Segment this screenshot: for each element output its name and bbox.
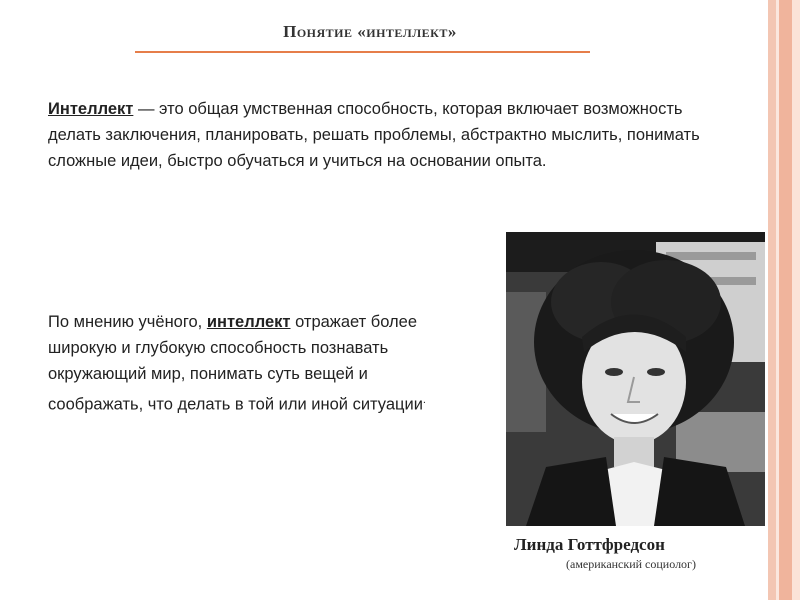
definition-term: Интеллект bbox=[48, 100, 134, 118]
opinion-lead: По мнению учёного, bbox=[48, 313, 207, 331]
decor-stripe bbox=[792, 0, 800, 600]
opinion-term: интеллект bbox=[206, 313, 291, 331]
decor-stripe bbox=[768, 0, 776, 600]
slide-title: Понятие «интеллект» bbox=[283, 22, 457, 41]
portrait-photo bbox=[506, 232, 765, 526]
definition-text: — это общая умственная способность, которая включает возможность делать заключения, планировать, решать проблемы, абстрактно мыслить, понимать сложные идеи, быстро обучаться и учиться на основании опыта. bbox=[48, 100, 700, 170]
portrait-caption-role: (американский социолог) bbox=[566, 557, 696, 571]
portrait-image bbox=[506, 232, 765, 526]
definition-paragraph bbox=[48, 96, 708, 174]
opinion-text: отражает более широкую и глубокую способность познавать окружающий мир, понимать суть вещей и соображать, что делать в той или иной ситуации bbox=[48, 313, 423, 414]
opinion-end-mark: . bbox=[422, 394, 426, 406]
opinion-paragraph bbox=[48, 309, 448, 418]
title-underline bbox=[135, 51, 590, 53]
decor-stripe bbox=[779, 0, 792, 600]
portrait-caption-name: Линда Готтфредсон bbox=[514, 535, 665, 554]
